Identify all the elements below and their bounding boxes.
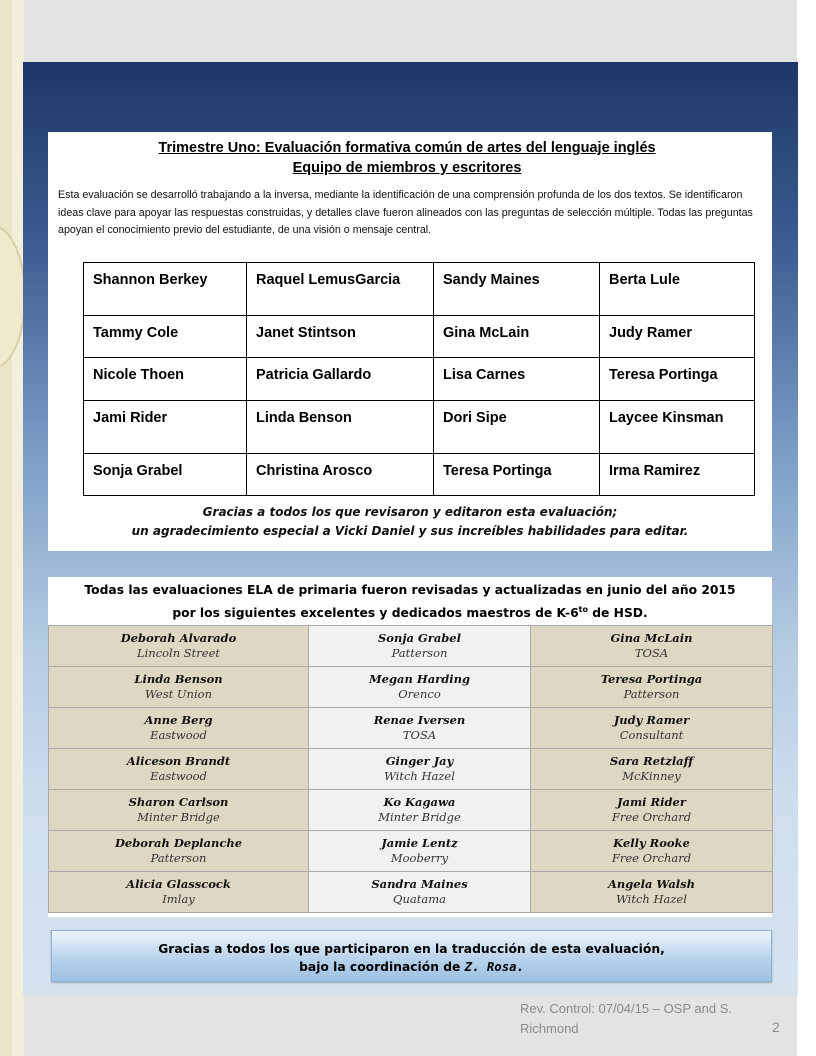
table-row bbox=[49, 790, 773, 831]
translation-coordinator: Z. Rosa. bbox=[464, 960, 524, 974]
reviewers-title-line2 bbox=[48, 600, 772, 623]
translation-line2-text: bajo la coordinación de bbox=[299, 960, 465, 974]
member-cell: Nicole Thoen bbox=[84, 358, 247, 401]
reviewer-name: Gina McLain bbox=[610, 630, 693, 645]
editing-thanks-line2: un agradecimiento especial a Vicki Daniel y sus increíbles habilidades para editar. bbox=[131, 524, 689, 538]
reviewer-location: Witch Hazel bbox=[384, 769, 455, 783]
reviewer-cell bbox=[531, 708, 773, 749]
reviewer-name: Megan Harding bbox=[368, 671, 471, 686]
reviewer-cell bbox=[49, 749, 309, 790]
member-cell: Patricia Gallardo bbox=[247, 358, 434, 401]
editing-thanks-line1: Gracias a todos los que revisaron y editaron esta evaluación; bbox=[202, 505, 618, 519]
members-table bbox=[83, 262, 755, 496]
reviewers-title bbox=[48, 577, 772, 625]
reviewer-location: Consultant bbox=[619, 728, 684, 742]
table-row bbox=[49, 667, 773, 708]
member-cell: Sonja Grabel bbox=[84, 454, 247, 496]
reviewer-location: Lincoln Street bbox=[136, 646, 221, 660]
table-row bbox=[84, 316, 755, 358]
member-cell: Berta Lule bbox=[600, 263, 755, 316]
reviewer-name: Sandra Maines bbox=[371, 876, 468, 891]
reviewer-location: Minter Bridge bbox=[137, 810, 220, 824]
reviewer-location: TOSA bbox=[402, 728, 437, 742]
reviewer-cell bbox=[309, 667, 531, 708]
evaluation-intro: Esta evaluación se desarrolló trabajando a la inversa, mediante la identificación de una comprensión profunda de los dos textos. Se identificaron ideas clave para apoyar las respuestas construidas, y detalles clave fueron alineados con las preguntas de selección múltiple. Todas las preguntas apoyan el conocimiento previo del estudiante, de una visión o mensaje central. bbox=[58, 189, 753, 236]
reviewer-location: Eastwood bbox=[150, 728, 207, 742]
reviewer-cell bbox=[531, 790, 773, 831]
member-cell: Christina Arosco bbox=[247, 454, 434, 496]
reviewer-cell bbox=[49, 872, 309, 913]
member-cell: Tammy Cole bbox=[84, 316, 247, 358]
reviewer-location: Free Orchard bbox=[611, 851, 692, 865]
table-row bbox=[49, 626, 773, 667]
evaluation-title-line2: Equipo de miembros y escritores bbox=[292, 160, 522, 176]
reviewer-location: Mooberry bbox=[390, 851, 449, 865]
reviewer-name: Linda Benson bbox=[134, 671, 223, 686]
reviewer-location: McKinney bbox=[622, 769, 681, 783]
member-cell: Linda Benson bbox=[247, 401, 434, 454]
reviewer-location: Patterson bbox=[150, 851, 207, 865]
reviewer-name: Jamie Lentz bbox=[381, 835, 458, 850]
reviewer-name: Sonja Grabel bbox=[377, 630, 461, 645]
reviewer-name: Jami Rider bbox=[617, 794, 686, 809]
left-decorative-strip bbox=[0, 0, 12, 1056]
reviewer-cell bbox=[309, 626, 531, 667]
member-cell: Janet Stintson bbox=[247, 316, 434, 358]
reviewer-name: Judy Ramer bbox=[613, 712, 690, 727]
translation-line2 bbox=[52, 958, 771, 976]
reviewers-title-line1: Todas las evaluaciones ELA de primaria fueron revisadas y actualizadas en junio del año 2015 bbox=[84, 583, 736, 597]
reviewer-cell bbox=[531, 831, 773, 872]
reviewer-name: Anne Berg bbox=[144, 712, 213, 727]
reviewers-title-line2-end: de HSD. bbox=[587, 606, 648, 621]
reviewer-name: Kelly Rooke bbox=[613, 835, 690, 850]
reviewer-location: Orenco bbox=[398, 687, 441, 701]
reviewer-location: Eastwood bbox=[150, 769, 207, 783]
member-cell: Shannon Berkey bbox=[84, 263, 247, 316]
reviewer-cell bbox=[531, 749, 773, 790]
member-cell: Teresa Portinga bbox=[434, 454, 600, 496]
member-cell: Teresa Portinga bbox=[600, 358, 755, 401]
translation-thanks-banner bbox=[51, 930, 772, 982]
reviewer-name: Ginger Jay bbox=[385, 753, 454, 768]
reviewers-title-superscript: to bbox=[578, 605, 588, 614]
reviewer-name: Renae Iversen bbox=[373, 712, 466, 727]
table-row bbox=[49, 708, 773, 749]
right-margin-strip bbox=[797, 0, 816, 1056]
member-cell: Dori Sipe bbox=[434, 401, 600, 454]
table-row bbox=[84, 358, 755, 401]
reviewer-location: Imlay bbox=[162, 892, 195, 906]
reviewer-cell bbox=[49, 667, 309, 708]
editing-thanks bbox=[48, 503, 772, 541]
member-cell: Irma Ramirez bbox=[600, 454, 755, 496]
member-cell: Raquel LemusGarcia bbox=[247, 263, 434, 316]
reviewer-name: Alicia Glasscock bbox=[126, 876, 231, 891]
reviewer-cell bbox=[49, 790, 309, 831]
reviewers-table bbox=[48, 625, 773, 913]
reviewer-location: West Union bbox=[145, 687, 212, 701]
table-row bbox=[84, 263, 755, 316]
reviewer-cell bbox=[309, 708, 531, 749]
member-cell: Laycee Kinsman bbox=[600, 401, 755, 454]
reviewer-name: Deborah Deplanche bbox=[114, 835, 243, 850]
reviewer-name: Angela Walsh bbox=[607, 876, 696, 891]
member-cell: Sandy Maines bbox=[434, 263, 600, 316]
reviewer-cell bbox=[531, 872, 773, 913]
table-row bbox=[84, 454, 755, 496]
reviewer-location: Quatama bbox=[393, 892, 446, 906]
member-cell: Judy Ramer bbox=[600, 316, 755, 358]
reviewer-name: Sharon Carlson bbox=[128, 794, 229, 809]
reviewers-box bbox=[48, 577, 772, 917]
reviewer-name: Ko Kagawa bbox=[383, 794, 456, 809]
table-row bbox=[84, 401, 755, 454]
page-number: 2 bbox=[772, 1019, 780, 1035]
reviewer-location: Free Orchard bbox=[611, 810, 692, 824]
table-row bbox=[49, 749, 773, 790]
reviewer-cell bbox=[531, 626, 773, 667]
reviewer-cell bbox=[309, 749, 531, 790]
member-cell: Gina McLain bbox=[434, 316, 600, 358]
reviewer-cell bbox=[309, 831, 531, 872]
reviewer-cell bbox=[49, 708, 309, 749]
reviewer-name: Sara Retzlaff bbox=[609, 753, 694, 768]
translation-line1: Gracias a todos los que participaron en la traducción de esta evaluación, bbox=[158, 942, 665, 956]
reviewer-name: Deborah Alvarado bbox=[120, 630, 237, 645]
reviewer-location: Minter Bridge bbox=[378, 810, 461, 824]
member-cell: Jami Rider bbox=[84, 401, 247, 454]
reviewers-title-line2-text: por los siguientes excelentes y dedicados maestros de K-6 bbox=[172, 606, 579, 621]
reviewer-location: TOSA bbox=[634, 646, 669, 660]
table-row bbox=[49, 872, 773, 913]
member-cell: Lisa Carnes bbox=[434, 358, 600, 401]
reviewer-name: Aliceson Brandt bbox=[126, 753, 231, 768]
evaluation-team-box bbox=[48, 132, 772, 551]
reviewer-location: Patterson bbox=[623, 687, 680, 701]
reviewer-location: Patterson bbox=[391, 646, 448, 660]
reviewer-name: Teresa Portinga bbox=[600, 671, 703, 686]
revision-footer: Rev. Control: 07/04/15 – OSP and S. Richmond bbox=[520, 1001, 732, 1036]
reviewer-location: Witch Hazel bbox=[616, 892, 687, 906]
reviewer-cell bbox=[309, 790, 531, 831]
reviewer-cell bbox=[49, 626, 309, 667]
evaluation-title-line1: Trimestre Uno: Evaluación formativa común de artes del lenguaje inglés bbox=[158, 140, 656, 156]
reviewer-cell bbox=[309, 872, 531, 913]
reviewer-cell bbox=[531, 667, 773, 708]
reviewer-cell bbox=[49, 831, 309, 872]
table-row bbox=[49, 831, 773, 872]
